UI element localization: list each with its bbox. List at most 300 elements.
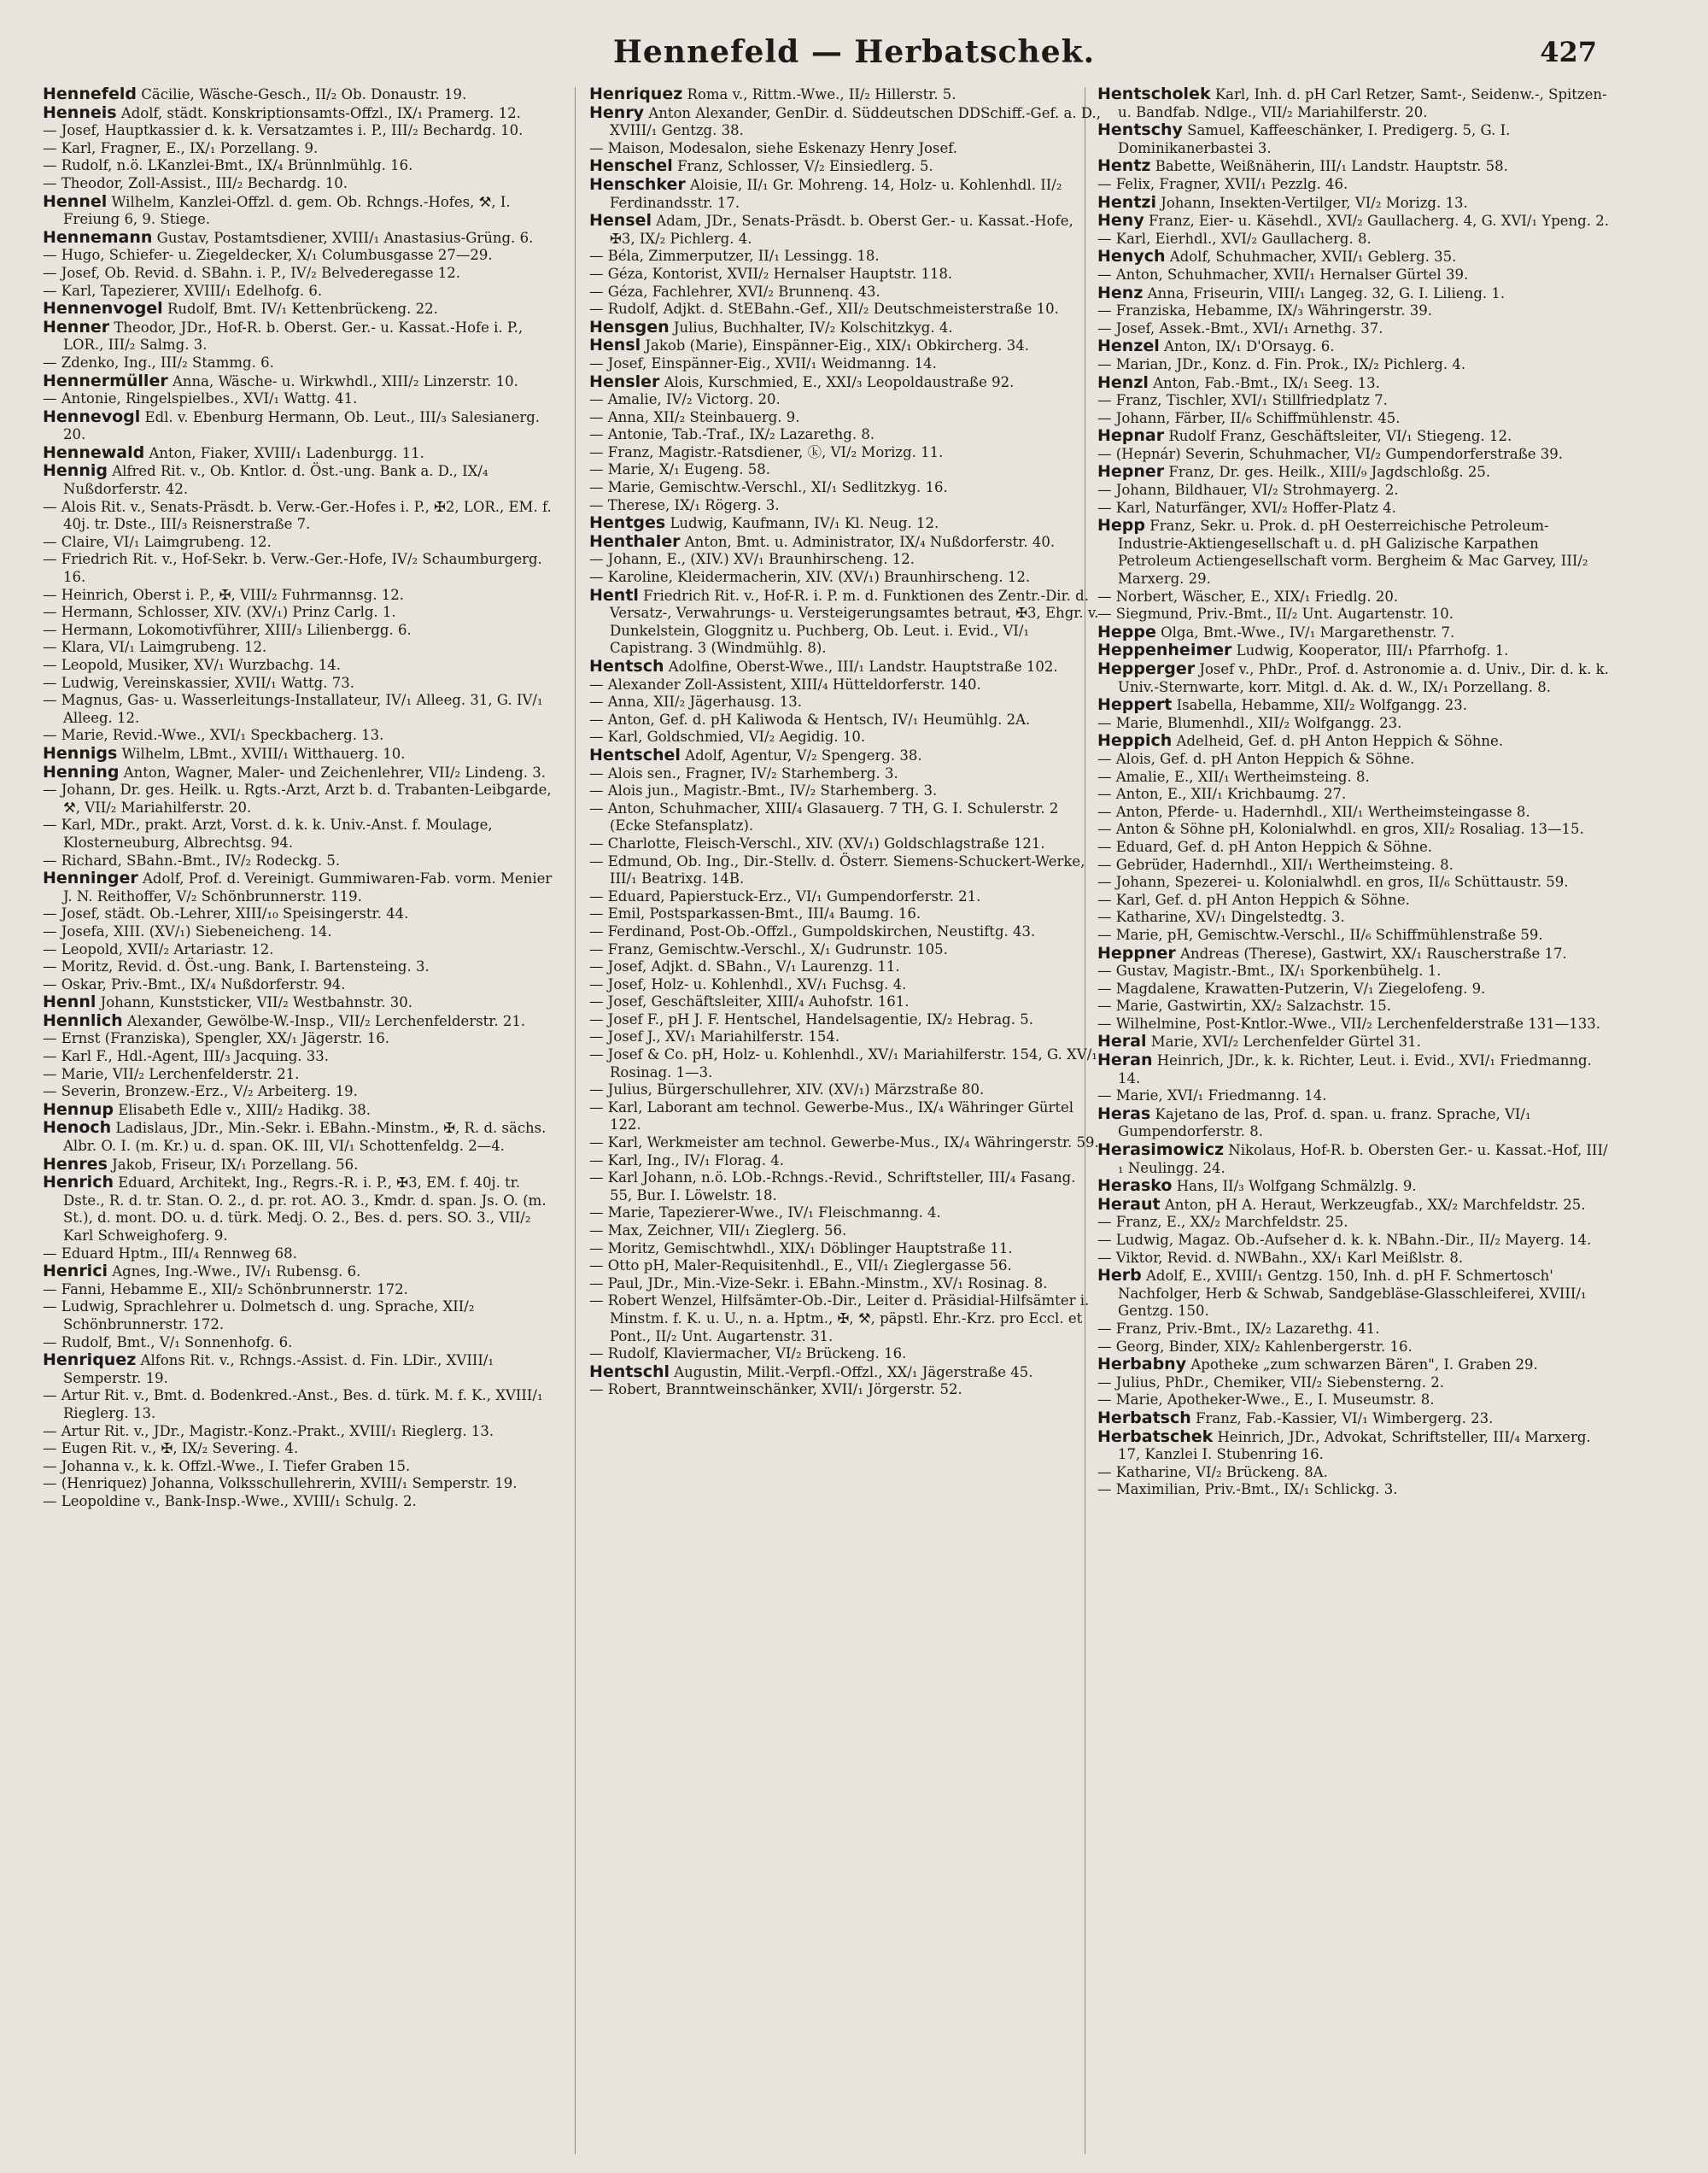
directory-entry	[589, 569, 1102, 587]
entry-details: — Johann, Bildhauer, VI/₂ Strohmayerg. 2.	[1097, 482, 1399, 499]
entry-details: — Max, Zeichner, VII/₁ Zieglerg. 56.	[589, 1222, 847, 1239]
directory-entry	[1097, 85, 1610, 121]
entry-surname: Hepnar	[1097, 426, 1165, 446]
directory-entry	[43, 1334, 555, 1352]
directory-entry	[1097, 157, 1610, 176]
entry-details: — Artur Rit. v., Bmt. d. Bodenkred.-Anst., Bes. d. türk. M. f. K., XVIII/₁ Rieglerg. 13.	[43, 1387, 543, 1421]
directory-entry	[1097, 463, 1610, 482]
entry-details: Josef v., PhDr., Prof. d. Astronomie a. d. Univ., Dir. d. k. k. Univ.-Sternwarte, korr. Mitgl. d. Ak. d. W., IX/₁ Porzellang. 8.	[1118, 661, 1609, 695]
entry-details: — Heinrich, Oberst i. P., ✠, VIII/₂ Fuhrmannsg. 12.	[43, 586, 404, 603]
entry-details: — Johann, Dr. ges. Heilk. u. Rgts.-Arzt, Arzt b. d. Trabanten-Leibgarde, ⚒, VII/₂ Mariahilferstr. 20.	[43, 782, 552, 816]
column-right	[1097, 85, 1610, 1499]
directory-entry	[43, 551, 555, 586]
entry-surname: Henning	[43, 762, 120, 782]
directory-entry	[43, 300, 555, 319]
entry-surname: Hentzi	[1097, 192, 1156, 212]
entry-details: Marie, XVI/₂ Lerchenfelder Gürtel 31.	[1150, 1034, 1421, 1051]
entry-details: — Josef, Assek.-Bmt., XVI/₁ Arnethg. 37.	[1097, 319, 1383, 337]
entry-surname: Hentscholek	[1097, 85, 1211, 103]
directory-entry	[589, 355, 1102, 373]
entry-details: Alfons Rit. v., Rchngs.-Assist. d. Fin. LDir., XVIII/₁ Semperstr. 19.	[63, 1352, 494, 1386]
entry-details: Augustin, Milit.-Verpfl.-Offzl., XX/₁ Jägerstraße 45.	[674, 1363, 1033, 1380]
directory-entry	[1097, 1051, 1610, 1087]
entry-details: Theodor, JDr., Hof-R. b. Oberst. Ger.- u. Kassat.-Hofe i. P., LOR., III/₂ Salmg. 3.	[63, 319, 524, 354]
directory-entry	[43, 1493, 555, 1511]
directory-entry	[1097, 1087, 1610, 1105]
entry-details: Isabella, Hebamme, XII/₂ Wolfgangg. 23.	[1176, 697, 1467, 714]
entry-details: — Karl, Laborant am technol. Gewerbe-Mus., IX/₄ Währinger Gürtel 122.	[589, 1098, 1074, 1133]
directory-entry	[1097, 1374, 1610, 1392]
directory-entry	[1097, 500, 1610, 518]
directory-entry	[1097, 1267, 1610, 1321]
entry-details: — Josef, städt. Ob.-Lehrer, XIII/₁₀ Speisingerstr. 44.	[43, 905, 409, 922]
directory-entry	[589, 1081, 1102, 1099]
entry-surname: Hennermüller	[43, 371, 168, 390]
directory-entry	[43, 764, 555, 782]
entry-details: — Therese, IX/₁ Rögerg. 3.	[589, 496, 780, 513]
directory-entry	[43, 1262, 555, 1281]
entry-details: Olga, Bmt.-Wwe., IV/₁ Margarethenstr. 7.	[1161, 624, 1455, 641]
directory-entry	[43, 1066, 555, 1084]
directory-entry	[43, 1012, 555, 1031]
entry-details: — Richard, SBahn.-Bmt., IV/₂ Rodeckg. 5.	[43, 852, 341, 869]
directory-entry	[1097, 517, 1610, 588]
directory-entry	[43, 1351, 555, 1387]
directory-entry	[1097, 284, 1610, 303]
directory-entry	[1097, 121, 1610, 157]
directory-entry	[1097, 337, 1610, 356]
directory-entry	[589, 1046, 1102, 1081]
entry-surname: Henthaler	[589, 531, 681, 551]
directory-entry	[589, 248, 1102, 266]
page-header	[0, 34, 1708, 75]
entry-details: — Josef J., XV/₁ Mariahilferstr. 154.	[589, 1028, 840, 1046]
directory-entry	[589, 712, 1102, 729]
entry-surname: Hennel	[43, 191, 108, 211]
entry-surname: Herbatschek	[1097, 1426, 1214, 1446]
directory-entry	[1097, 1232, 1610, 1250]
directory-entry	[43, 870, 555, 905]
directory-entry	[589, 1134, 1102, 1152]
entry-details: Anton, Bmt. u. Administrator, IX/₄ Nußdorferstr. 40.	[684, 533, 1056, 550]
entry-details: — Marie, Tapezierer-Wwe., IV/₁ Fleischmanng. 4.	[589, 1204, 941, 1221]
entry-details: — Johann, Spezerei- u. Kolonialwhdl. en gros, II/₆ Schüttaustr. 59.	[1097, 874, 1569, 891]
entry-details: Elisabeth Edle v., XIII/₂ Hadikg. 38.	[118, 1101, 371, 1118]
entry-details: Adolf, Agentur, V/₂ Spengerg. 38.	[685, 747, 922, 764]
directory-entry	[589, 800, 1102, 835]
directory-entry	[43, 122, 555, 140]
directory-entry	[589, 1028, 1102, 1046]
directory-entry	[43, 283, 555, 301]
directory-entry	[43, 993, 555, 1012]
entry-surname: Hennemann	[43, 227, 153, 247]
entry-details: — Moritz, Gemischtwhdl., XIX/₁ Döblinger Hauptstraße 11.	[589, 1239, 1013, 1256]
entry-details: — Karl, Gef. d. pH Anton Heppich & Söhne.	[1097, 891, 1410, 908]
entry-details: — Viktor, Revid. d. NWBahn., XX/₁ Karl Meißlstr. 8.	[1097, 1249, 1464, 1266]
entry-details: Heinrich, JDr., Advokat, Schriftsteller, III/₄ Marxerg. 17, Kanzlei I. Stubenring 16.	[1118, 1428, 1591, 1463]
entry-details: — Johann, E., (XIV.) XV/₁ Braunhirscheng. 12.	[589, 551, 915, 568]
entry-details: — Franziska, Hebamme, IX/₃ Währingerstr. 39.	[1097, 302, 1432, 319]
entry-details: — Géza, Fachlehrer, XVI/₂ Brunnenq. 43.	[589, 283, 880, 300]
entry-details: Anton, IX/₁ D'Orsayg. 6.	[1164, 338, 1335, 355]
entry-details: — Maison, Modesalon, siehe Eskenazy Henry Josef.	[589, 139, 957, 156]
entry-details: — Robert Wenzel, Hilfsämter-Ob.-Dir., Leiter d. Präsidial-Hilfsämter i. Minstm. f. K. u. U., n. a. Hptm., ✠, ⚒, päpstl. Ehr.-Krz. pro Eccl. et Pont., II/₂ Unt. Augartenstr. 31.	[589, 1292, 1090, 1344]
directory-entry	[589, 658, 1102, 676]
entry-surname: Hepp	[1097, 516, 1145, 536]
entry-details: Adolf, E., XVIII/₁ Gentzg. 150, Inh. d. pH F. Schmertosch' Nachfolger, Herb & Schwab, Sandgebläse-Glasschleiferei, XVIII/₁ Gentzg. 150.	[1118, 1268, 1587, 1320]
directory-entry	[43, 976, 555, 994]
directory-entry	[1097, 606, 1610, 624]
directory-entry	[1097, 356, 1610, 374]
entry-details: — Charlotte, Fleisch-Verschl., XIV. (XV/₁) Goldschlagstraße 121.	[589, 835, 1045, 852]
directory-entry	[43, 941, 555, 959]
directory-entry	[1097, 1321, 1610, 1338]
entry-details: — Franz, Tischler, XVI/₁ Stillfriedplatz 7.	[1097, 392, 1388, 409]
entry-details: — Ernst (Franziska), Spengler, XX/₁ Jägerstr. 16.	[43, 1030, 389, 1047]
directory-entry	[43, 745, 555, 764]
directory-entry	[1097, 1391, 1610, 1409]
directory-entry	[589, 765, 1102, 783]
entry-details: Adam, JDr., Senats-Präsdt. b. Oberst Ger.- u. Kassat.-Hofe, ✠3, IX/₂ Pichlerg. 4.	[610, 213, 1073, 247]
directory-entry	[43, 905, 555, 923]
entry-details: Nikolaus, Hof-R. b. Obersten Ger.- u. Kassat.-Hof, III/₁ Neulingg. 24.	[1118, 1142, 1608, 1176]
directory-entry	[43, 444, 555, 463]
directory-entry	[43, 247, 555, 265]
entry-surname: Heral	[1097, 1032, 1147, 1051]
directory-entry	[1097, 1033, 1610, 1051]
entry-details: — Karl, Tapezierer, XVIII/₁ Edelhofg. 6.	[43, 282, 323, 299]
directory-entry	[43, 499, 555, 534]
directory-entry	[589, 1240, 1102, 1258]
directory-entry	[589, 266, 1102, 284]
directory-entry	[1097, 1356, 1610, 1374]
entry-surname: Hentges	[589, 513, 666, 533]
entry-details: — Marie, Gastwirtin, XX/₂ Salzachstr. 15.	[1097, 998, 1391, 1015]
entry-details: — Marie, pH, Gemischtw.-Verschl., II/₆ Schiffmühlenstraße 59.	[1097, 926, 1543, 943]
entry-details: — Leopold, Musiker, XV/₁ Wurzbachg. 14.	[43, 657, 341, 673]
directory-entry	[1097, 1481, 1610, 1499]
directory-entry	[589, 461, 1102, 479]
directory-entry	[1097, 1409, 1610, 1428]
directory-entry	[589, 284, 1102, 302]
entry-details: — Paul, JDr., Min.-Vize-Sekr. i. EBahn.-Minstm., XV/₁ Rosinag. 8.	[589, 1274, 1048, 1292]
entry-surname: Henrici	[43, 1262, 108, 1281]
entry-surname: Henres	[43, 1154, 108, 1174]
entry-details: Agnes, Ing.-Wwe., IV/₁ Rubensg. 6.	[112, 1263, 361, 1280]
entry-details: — Antonie, Ringelspielbes., XVI/₁ Wattg. 41.	[43, 390, 358, 407]
entry-details: Wilhelm, Kanzlei-Offzl. d. gem. Ob. Rchngs.-Hofes, ⚒, I. Freiung 6, 9. Stiege.	[63, 193, 511, 228]
entry-details: — Hermann, Lokomotivführer, XIII/₃ Lilienbergg. 6.	[43, 621, 412, 638]
entry-details: — Rudolf, Adjkt. d. StEBahn.-Gef., XII/₂ Deutschmeisterstraße 10.	[589, 301, 1059, 318]
directory-entry	[1097, 696, 1610, 715]
directory-entry	[43, 1298, 555, 1333]
entry-details: — Robert, Branntweinschänker, XVII/₁ Jörgerstr. 52.	[589, 1381, 962, 1398]
entry-surname: Henriquez	[589, 85, 683, 103]
directory-entry	[43, 587, 555, 605]
entry-details: — Fanni, Hebamme E., XII/₂ Schönbrunnerstr. 172.	[43, 1280, 408, 1297]
entry-details: Jakob (Marie), Einspänner-Eig., XIX/₁ Obkircherg. 34.	[645, 337, 1030, 354]
entry-details: Alfred Rit. v., Ob. Kntlor. d. Öst.-ung. Bank a. D., IX/₄ Nußdorferstr. 42.	[63, 463, 488, 498]
directory-entry	[1097, 874, 1610, 892]
directory-entry	[43, 1423, 555, 1441]
entry-details: Anton, Fab.-Bmt., IX/₁ Seeg. 13.	[1153, 374, 1380, 391]
entry-surname: Henz	[1097, 283, 1144, 302]
entry-details: — Alois, Gef. d. pH Anton Heppich & Söhne.	[1097, 750, 1415, 767]
entry-details: — Josef, Adjkt. d. SBahn., V/₁ Laurenzg. 11.	[589, 958, 900, 975]
entry-details: — Artur Rit. v., JDr., Magistr.-Konz.-Prakt., XVIII/₁ Rieglerg. 13.	[43, 1422, 494, 1439]
entry-details: — Magnus, Gas- u. Wasserleitungs-Installateur, IV/₁ Alleeg. 31, G. IV/₁ Alleeg. 12.	[43, 692, 543, 726]
entry-details: Adelheid, Gef. d. pH Anton Heppich & Söhne.	[1176, 733, 1504, 750]
entry-details: — Josef F., pH J. F. Hentschel, Handelsagentie, IX/₂ Hebrag. 5.	[589, 1010, 1033, 1028]
entry-details: — Leopoldine v., Bank-Insp.-Wwe., XVIII/₁ Schulg. 2.	[43, 1492, 417, 1509]
directory-entry	[589, 587, 1102, 658]
directory-entry	[589, 1257, 1102, 1275]
entry-details: — Amalie, E., XII/₁ Wertheimsteing. 8.	[1097, 768, 1370, 785]
entry-details: Friedrich Rit. v., Hof-R. i. P. m. d. Funktionen des Zentr.-Dir. d. Versatz-, Verwahrungs- u. Versteigerungsamtes betraut, ✠3, Ehgr. v. Dunkelstein, Gloggnitz u. Puchberg, Ob. Leut. i. Evid., VI/₁ Capistrang. 3 (Windmühlg. 8).	[610, 587, 1099, 657]
directory-entry	[1097, 212, 1610, 231]
entry-details: Apotheke „zum schwarzen Bären", I. Graben 29.	[1190, 1356, 1538, 1374]
directory-entry	[589, 319, 1102, 337]
entry-surname: Hentl	[589, 585, 639, 605]
entry-details: — Karl, Eierhdl., XVI/₂ Gaullacherg. 8.	[1097, 230, 1372, 247]
directory-entry	[1097, 392, 1610, 410]
entry-details: Franz, Sekr. u. Prok. d. pH Oesterreichische Petroleum-Industrie-Aktiengesellschaft u. d. pH Galizische Karpathen Petroleum Actiengesellschaft vorm. Bergheim & Mac Garvey, III/₂ Marxerg. 29.	[1118, 518, 1588, 588]
entry-details: — Oskar, Priv.-Bmt., IX/₄ Nußdorferstr. 94.	[43, 975, 346, 993]
entry-details: — Karl, MDr., prakt. Arzt, Vorst. d. k. k. Univ.-Anst. f. Moulage, Klosterneuburg, Albrechtsg. 94.	[43, 817, 493, 851]
directory-entry	[43, 175, 555, 193]
entry-surname: Hennig	[43, 461, 108, 481]
entry-details: Roma v., Rittm.-Wwe., II/₂ Hillerstr. 5.	[687, 86, 956, 102]
entry-details: Franz, Dr. ges. Heilk., XIII/₉ Jagdschloßg. 25.	[1168, 464, 1491, 481]
entry-surname: Hennefeld	[43, 85, 137, 103]
entry-surname: Hennewald	[43, 442, 145, 462]
entry-details: Heinrich, JDr., k. k. Richter, Leut. i. Evid., XVI/₁ Friedmanng. 14.	[1118, 1052, 1592, 1086]
entry-details: — Anton, Schuhmacher, XVII/₁ Hernalser Gürtel 39.	[1097, 266, 1469, 283]
entry-surname: Heppich	[1097, 731, 1173, 751]
entry-surname: Henych	[1097, 247, 1166, 266]
directory-entry	[43, 1387, 555, 1422]
directory-entry	[1097, 1196, 1610, 1215]
directory-entry	[1097, 804, 1610, 822]
entry-details: — Marie, Blumenhdl., XII/₂ Wolfgangg. 23.	[1097, 714, 1402, 731]
entry-details: Franz, Eier- u. Käsehdl., XVI/₂ Gaullacherg. 4, G. XVI/₁ Ypeng. 2.	[1148, 213, 1609, 230]
entry-details: — Anton, Pferde- u. Hadernhdl., XII/₁ Wertheimsteingasse 8.	[1097, 803, 1530, 820]
directory-entry	[589, 905, 1102, 923]
directory-entry	[589, 301, 1102, 319]
entry-surname: Henschel	[589, 156, 673, 176]
entry-details: Johann, Kunststicker, VII/₂ Westbahnstr. 30.	[100, 994, 413, 1011]
entry-details: — Josef, Ob. Revid. d. SBahn. i. P., IV/₂ Belvederegasse 12.	[43, 264, 460, 281]
entry-details: — Moritz, Revid. d. Öst.-ung. Bank, I. Bartensteing. 3.	[43, 958, 430, 975]
directory-entry	[589, 729, 1102, 747]
directory-entry	[589, 551, 1102, 569]
directory-entry	[1097, 427, 1610, 446]
entry-surname: Henneis	[43, 102, 117, 122]
directory-entry	[1097, 374, 1610, 393]
entry-details: — Josef, Geschäftsleiter, XIII/₄ Auhofstr. 161.	[589, 993, 910, 1010]
entry-surname: Henrich	[43, 1173, 114, 1192]
entry-details: Franz, Fab.-Kassier, VI/₁ Wimbergerg. 23.	[1196, 1409, 1494, 1426]
entry-details: — Georg, Binder, XIX/₂ Kahlenbergerstr. 16.	[1097, 1338, 1413, 1355]
directory-entry	[43, 372, 555, 391]
directory-entry	[43, 958, 555, 976]
entry-details: Adolfine, Oberst-Wwe., III/₁ Landstr. Hauptstraße 102.	[668, 659, 1058, 675]
entry-details: — Felix, Fragner, XVII/₁ Pezzlg. 46.	[1097, 175, 1348, 192]
entry-details: — Eduard, Papierstuck-Erz., VI/₁ Gumpendorferstr. 21.	[589, 887, 981, 905]
directory-entry	[1097, 302, 1610, 320]
directory-entry	[43, 157, 555, 175]
entry-details: — Katharine, XV/₁ Dingelstedtg. 3.	[1097, 909, 1345, 926]
entry-details: — Katharine, VI/₂ Brückeng. 8A.	[1097, 1463, 1328, 1480]
entry-details: — Norbert, Wäscher, E., XIX/₁ Friedlg. 20.	[1097, 588, 1399, 605]
entry-surname: Hennenvogel	[43, 299, 163, 319]
entry-details: — Karl, Ing., IV/₁ Florag. 4.	[589, 1151, 785, 1168]
directory-entry	[1097, 589, 1610, 606]
entry-details: Babette, Weißnäherin, III/₁ Landstr. Hauptstr. 58.	[1155, 158, 1508, 175]
entry-details: Anton Alexander, GenDir. d. Süddeutschen DDSchiff.-Gef. a. D., XVIII/₁ Gentzg. 38.	[610, 104, 1101, 139]
directory-entry	[1097, 266, 1610, 284]
entry-details: — Marian, JDr., Konz. d. Fin. Prok., IX/₂ Pichlerg. 4.	[1097, 355, 1466, 372]
entry-details: Wilhelm, LBmt., XVIII/₁ Witthauerg. 10.	[121, 745, 406, 762]
directory-entry	[1097, 1250, 1610, 1268]
entry-details: Cäcilie, Wäsche-Gesch., II/₂ Ob. Donaustr. 19.	[141, 86, 467, 102]
entry-details: Gustav, Postamtsdiener, XVIII/₁ Anastasius-Grüng. 6.	[156, 229, 534, 246]
entry-details: — Julius, Bürgerschullehrer, XIV. (XV/₁) Märzstraße 80.	[589, 1081, 985, 1098]
entry-details: — Josef & Co. pH, Holz- u. Kohlenhdl., XV/₁ Mariahilferstr. 154, G. XV/₁ Rosinag. 1—3.	[589, 1046, 1097, 1081]
directory-entry	[1097, 1464, 1610, 1482]
entry-surname: Henoch	[43, 1118, 112, 1138]
directory-entry	[43, 1156, 555, 1174]
entry-surname: Heran	[1097, 1051, 1153, 1070]
entry-surname: Henzl	[1097, 372, 1149, 392]
entry-details: — Karl, Goldschmied, VI/₂ Aegidig. 10.	[589, 729, 866, 746]
directory-entry	[1097, 839, 1610, 857]
entry-details: — Siegmund, Priv.-Bmt., II/₂ Unt. Augartenstr. 10.	[1097, 606, 1454, 623]
entry-details: — Anton, E., XII/₁ Krichbaumg. 27.	[1097, 786, 1347, 803]
directory-entry	[1097, 1214, 1610, 1232]
entry-details: — Claire, VI/₁ Laimgrubeng. 12.	[43, 533, 272, 550]
entry-details: — Anton, Gef. d. pH Kaliwoda & Hentsch, IV/₁ Heumühlg. 2A.	[589, 711, 1031, 728]
entry-details: — Zdenko, Ing., III/₂ Stammg. 6.	[43, 354, 274, 371]
entry-details: — Franz, Priv.-Bmt., IX/₂ Lazarethg. 41.	[1097, 1320, 1380, 1337]
directory-entry	[43, 319, 555, 354]
directory-entry	[43, 1440, 555, 1458]
entry-surname: Herasko	[1097, 1176, 1173, 1196]
entry-details: Kajetano de las, Prof. d. span. u. franz. Sprache, VI/₁ Gumpendorferstr. 8.	[1118, 1105, 1531, 1140]
directory-entry	[43, 104, 555, 123]
directory-entry	[43, 1174, 555, 1245]
entry-details: — Anton, Schuhmacher, XIII/₄ Glasauerg. 7 TH, G. I. Schulerstr. 2 (Ecke Stefansplatz).	[589, 800, 1059, 835]
directory-entry	[589, 941, 1102, 959]
entry-details: — Johanna v., k. k. Offzl.-Wwe., I. Tiefer Graben 15.	[43, 1457, 411, 1474]
entry-surname: Hennevogl	[43, 407, 141, 426]
directory-entry	[589, 104, 1102, 140]
entry-details: Anna, Friseurin, VIII/₁ Langeg. 32, G. I. Lilieng. 1.	[1147, 284, 1506, 302]
entry-surname: Henzel	[1097, 337, 1160, 356]
entry-details: — Severin, Bronzew.-Erz., V/₂ Arbeiterg. 19.	[43, 1083, 358, 1100]
directory-entry	[43, 782, 555, 817]
directory-entry	[1097, 320, 1610, 338]
entry-details: — Marie, XVI/₁ Friedmanng. 14.	[1097, 1087, 1327, 1104]
directory-entry	[589, 835, 1102, 853]
directory-entry	[43, 1030, 555, 1048]
directory-entry	[1097, 769, 1610, 787]
entry-details: — Rudolf, n.ö. LKanzlei-Bmt., IX/₄ Brünnlmühlg. 16.	[43, 157, 413, 174]
entry-details: — Rudolf, Bmt., V/₁ Sonnenhofg. 6.	[43, 1333, 293, 1350]
directory-entry	[589, 1152, 1102, 1170]
directory-entry	[1097, 927, 1610, 945]
directory-entry	[589, 176, 1102, 212]
directory-entry	[43, 852, 555, 870]
directory-entry	[43, 1119, 555, 1155]
entry-details: — Ferdinand, Post-Ob.-Offzl., Gumpoldskirchen, Neustiftg. 43.	[589, 922, 1036, 940]
entry-details: — Karl, Fragner, E., IX/₁ Porzellang. 9.	[43, 139, 319, 156]
directory-entry	[1097, 751, 1610, 769]
directory-entry	[43, 462, 555, 498]
directory-entry	[43, 1101, 555, 1120]
entry-details: — Marie, Revid.-Wwe., XVI/₁ Speckbacherg. 13.	[43, 727, 384, 744]
directory-entry	[589, 676, 1102, 694]
directory-entry	[43, 1458, 555, 1476]
directory-entry	[589, 1363, 1102, 1382]
entry-details: — Gustav, Magistr.-Bmt., IX/₁ Sporkenbühelg. 1.	[1097, 963, 1442, 980]
entry-surname: Hentschy	[1097, 120, 1183, 140]
directory-entry	[589, 391, 1102, 409]
entry-details: Samuel, Kaffeeschänker, I. Predigerg. 5, G. I. Dominikanerbastei 3.	[1118, 122, 1511, 156]
directory-entry	[589, 1345, 1102, 1363]
directory-entry	[1097, 1016, 1610, 1034]
directory-entry	[589, 85, 1102, 104]
entry-details: Ludwig, Kaufmann, IV/₁ Kl. Neug. 12.	[670, 515, 939, 532]
directory-entry	[1097, 410, 1610, 428]
directory-entry	[589, 212, 1102, 248]
entry-details: — Edmund, Ob. Ing., Dir.-Stellv. d. Österr. Siemens-Schuckert-Werke, III/₁ Beatrixg. 14B.	[589, 852, 1085, 887]
directory-entry	[43, 657, 555, 675]
entry-details: — Rudolf, Klaviermacher, VI/₂ Brückeng. 16.	[589, 1345, 907, 1362]
directory-entry	[1097, 176, 1610, 194]
directory-entry	[589, 444, 1102, 462]
entry-details: — Marie, Apotheker-Wwe., E., I. Museumstr. 8.	[1097, 1391, 1435, 1409]
entry-details: — Alois jun., Magistr.-Bmt., IV/₂ Starhemberg. 3.	[589, 782, 938, 800]
entry-details: — Ludwig, Vereinskassier, XVII/₁ Wattg. 73.	[43, 674, 354, 691]
entry-details: — Friedrich Rit. v., Hof-Sekr. b. Verw.-Ger.-Hofe, IV/₂ Schaumburgerg. 16.	[43, 551, 542, 586]
directory-entry	[589, 479, 1102, 497]
directory-entry	[589, 337, 1102, 355]
directory-entry	[589, 958, 1102, 976]
entry-surname: Herbatsch	[1097, 1408, 1191, 1427]
entry-details: — Franz, E., XX/₂ Marchfeldstr. 25.	[1097, 1214, 1348, 1231]
directory-entry	[43, 727, 555, 745]
column-left	[43, 85, 555, 1511]
entry-details: — Marie, Gemischtw.-Verschl., XI/₁ Sedlitzkyg. 16.	[589, 479, 948, 496]
entry-details: — Hugo, Schiefer- u. Ziegeldecker, X/₁ Columbusgasse 27—29.	[43, 247, 493, 264]
directory-entry	[1097, 482, 1610, 500]
entry-surname: Hennl	[43, 993, 97, 1012]
directory-entry	[43, 390, 555, 408]
directory-entry	[1097, 786, 1610, 804]
entry-details: Julius, Buchhalter, IV/₂ Kolschitzkyg. 4.	[673, 319, 953, 336]
column-divider	[575, 87, 576, 2154]
entry-surname: Henschker	[589, 174, 686, 194]
entry-details: Adolf, Prof. d. Vereinigt. Gummiwaren-Fab. vorm. Menier J. N. Reithoffer, V/₂ Schönbrunnerstr. 119.	[63, 870, 553, 905]
entry-surname: Herb	[1097, 1266, 1142, 1286]
entry-details: — Karl, Naturfänger, XVI/₂ Hoffer-Platz 4.	[1097, 499, 1396, 516]
directory-entry	[589, 1381, 1102, 1399]
directory-entry	[1097, 194, 1610, 213]
entry-surname: Hennup	[43, 1099, 114, 1119]
directory-entry	[1097, 446, 1610, 464]
entry-surname: Hensel	[589, 211, 652, 231]
